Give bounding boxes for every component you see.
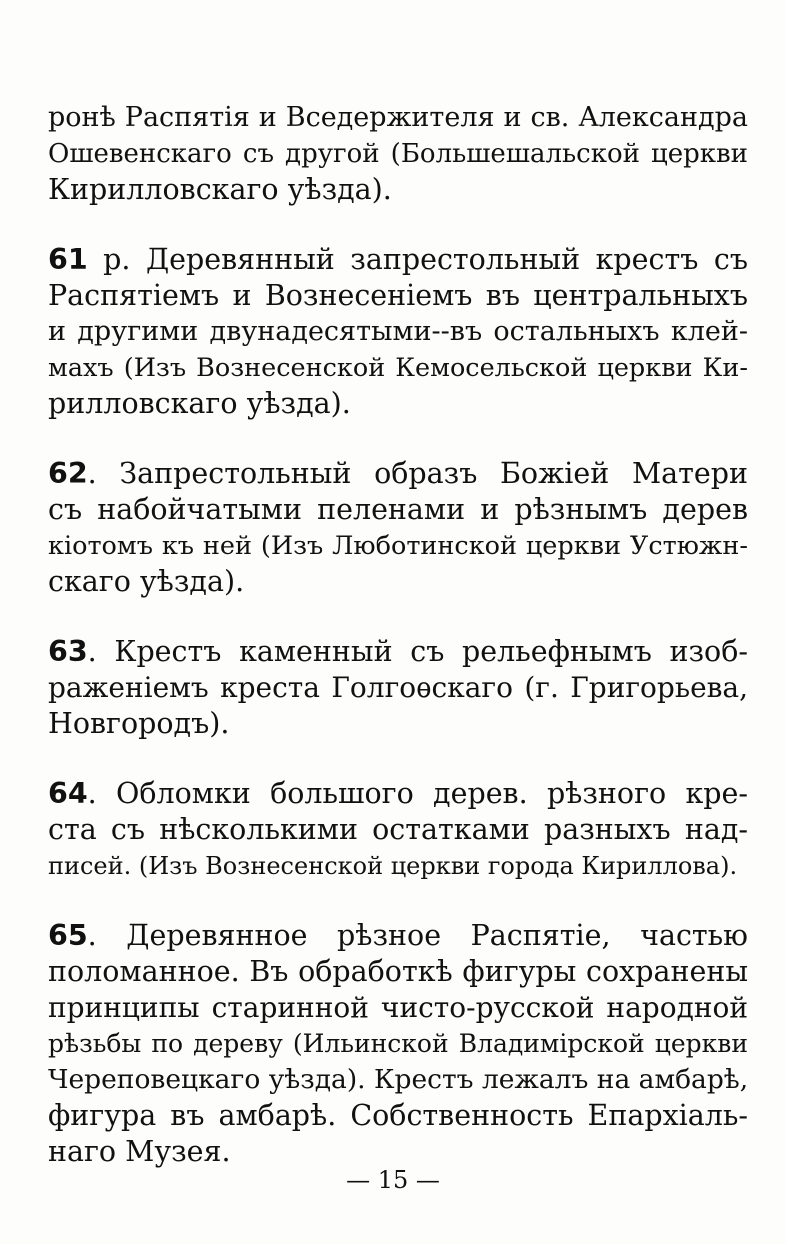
text-line: Распятіемъ и Вознесеніемъ въ центральныхъ: [48, 279, 748, 312]
text-line: махъ (Изъ Вознесенской Кемосельской церкви Ки-: [48, 353, 748, 383]
text-line: съ набойчатыми пеленами и рѣзнымъ дерев: [48, 493, 748, 526]
text-line: ронѣ Распятія и Вседержителя и св. Александра: [48, 102, 748, 133]
entry-continuation: [48, 100, 748, 208]
text-line: Кирилловскаго уѣзда).: [48, 173, 392, 206]
text-line: [48, 918, 748, 954]
entry-62: [48, 456, 748, 600]
text-line: и другими двунадесятыми--въ остальныхъ клей-: [48, 316, 748, 347]
text-line: Череповецкаго уѣзда). Крестъ лежалъ на амбарѣ,: [48, 1064, 749, 1095]
text-line: Ошевенскаго съ другой (Большешальской церкви: [48, 139, 748, 169]
text-line: фигура въ амбарѣ. Собственность Епархіаль-: [48, 1099, 748, 1132]
text-line: поломанное. Въ обработкѣ фигуры сохранены: [48, 955, 748, 988]
text-line: писей. (Изъ Вознесенской церкви города Кириллова).: [48, 852, 738, 880]
text-line: рилловскаго уѣзда).: [48, 387, 351, 420]
entry-61: [48, 242, 748, 422]
text-line: наго Музея.: [48, 1135, 231, 1168]
entry-65: [48, 918, 748, 1170]
entry-number: 61: [48, 243, 88, 276]
text-line: [48, 634, 748, 670]
entry-63: [48, 634, 748, 742]
text-line: рѣзьбы по дереву (Ильинской Владимірской церкви: [48, 1029, 748, 1058]
entry-number: 64: [48, 777, 88, 810]
entry-number: 65: [48, 919, 88, 952]
text-line: раженіемъ креста Голгоѳскаго (г. Григорьева,: [48, 671, 748, 704]
text-line: принципы старинной чисто-русской народной: [48, 991, 748, 1024]
entry-text: . Крестъ каменный съ рельефнымъ изоб-: [87, 635, 748, 668]
entry-number: 63: [48, 635, 88, 668]
page-text: [48, 100, 748, 1204]
text-line: [48, 456, 748, 492]
text-line: [48, 242, 748, 278]
entry-number: 62: [48, 457, 88, 490]
text-line: Новгородъ).: [48, 707, 230, 740]
entry-64: [48, 776, 748, 884]
text-line: скаго уѣзда).: [48, 565, 245, 598]
page-number: — 15 —: [346, 1166, 440, 1194]
text-line: ста съ нѣсколькими остатками разныхъ над-: [48, 813, 748, 846]
entry-text: р. Деревянный запрестольный крестъ съ: [87, 243, 748, 276]
entry-text: . Обломки большого дерев. рѣзного кре-: [87, 777, 748, 810]
entry-text: . Запрестольный образъ Божіей Матери: [87, 457, 748, 490]
text-line: [48, 776, 748, 812]
text-line: кіотомъ къ ней (Изъ Люботинской церкви Устюжн-: [48, 531, 748, 561]
entry-text: . Деревянное рѣзное Распятіе, частью: [87, 919, 748, 952]
